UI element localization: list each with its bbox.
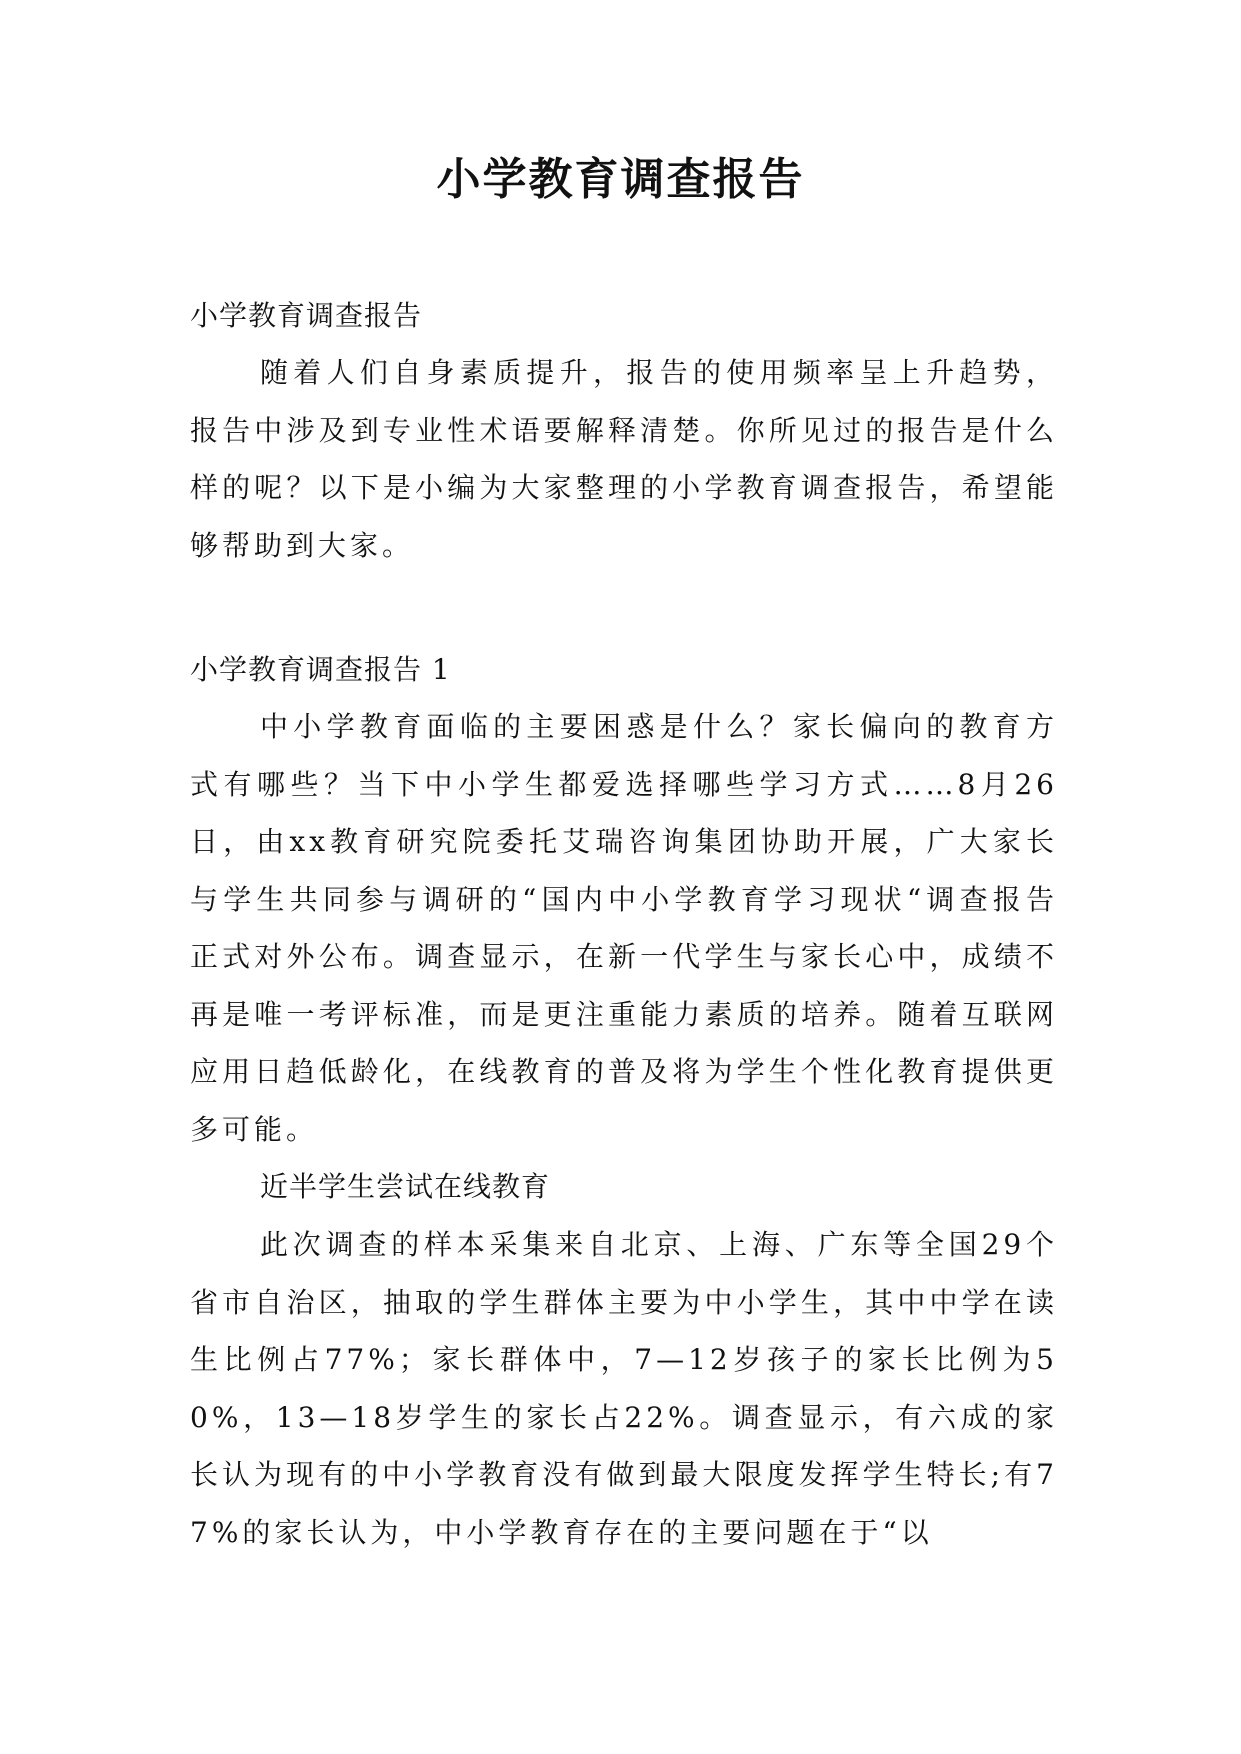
document-title: 小学教育调查报告 <box>436 154 805 205</box>
section1-paragraph-1: 中小学教育面临的主要困惑是什么？家长偏向的教育方式有哪些？当下中小学生都爱选择哪些学习方式……8月26日，由xx教育研究院委托艾瑞咨询集团协助开展，广大家长与学生共同参与调研的“国内中小学教育学习现状“调查报告正式对外公布。调查显示，在新一代学生与家长心中，成绩不再是唯一考评标准，而是更注重能力素质的培养。随着互联网应用日趋低龄化，在线教育的普及将为学生个性化教育提供更多可能。 <box>190 710 1058 1146</box>
section1-heading: 小学教育调查报告 1 <box>190 653 451 686</box>
intro-heading: 小学教育调查报告 <box>190 299 423 332</box>
section1-subheading: 近半学生尝试在线教育 <box>260 1170 551 1203</box>
intro-paragraph: 随着人们自身素质提升，报告的使用频率呈上升趋势，报告中涉及到专业性术语要解释清楚。你所见过的报告是什么样的呢？以下是小编为大家整理的小学教育调查报告，希望能够帮助到大家。 <box>190 356 1058 562</box>
document-body <box>190 288 1058 1561</box>
section-spacer <box>190 574 1058 642</box>
section1-paragraph-2: 此次调查的样本采集来自北京、上海、广东等全国29个省市自治区，抽取的学生群体主要为中小学生，其中中学在读生比例占77%；家长群体中，7—12岁孩子的家长比例为50%，13—18岁学生的家长占22%。调查显示，有六成的家长认为现有的中小学教育没有做到最大限度发挥学生特长;有77%的家长认为，中小学教育存在的主要问题在于“以 <box>190 1228 1058 1549</box>
